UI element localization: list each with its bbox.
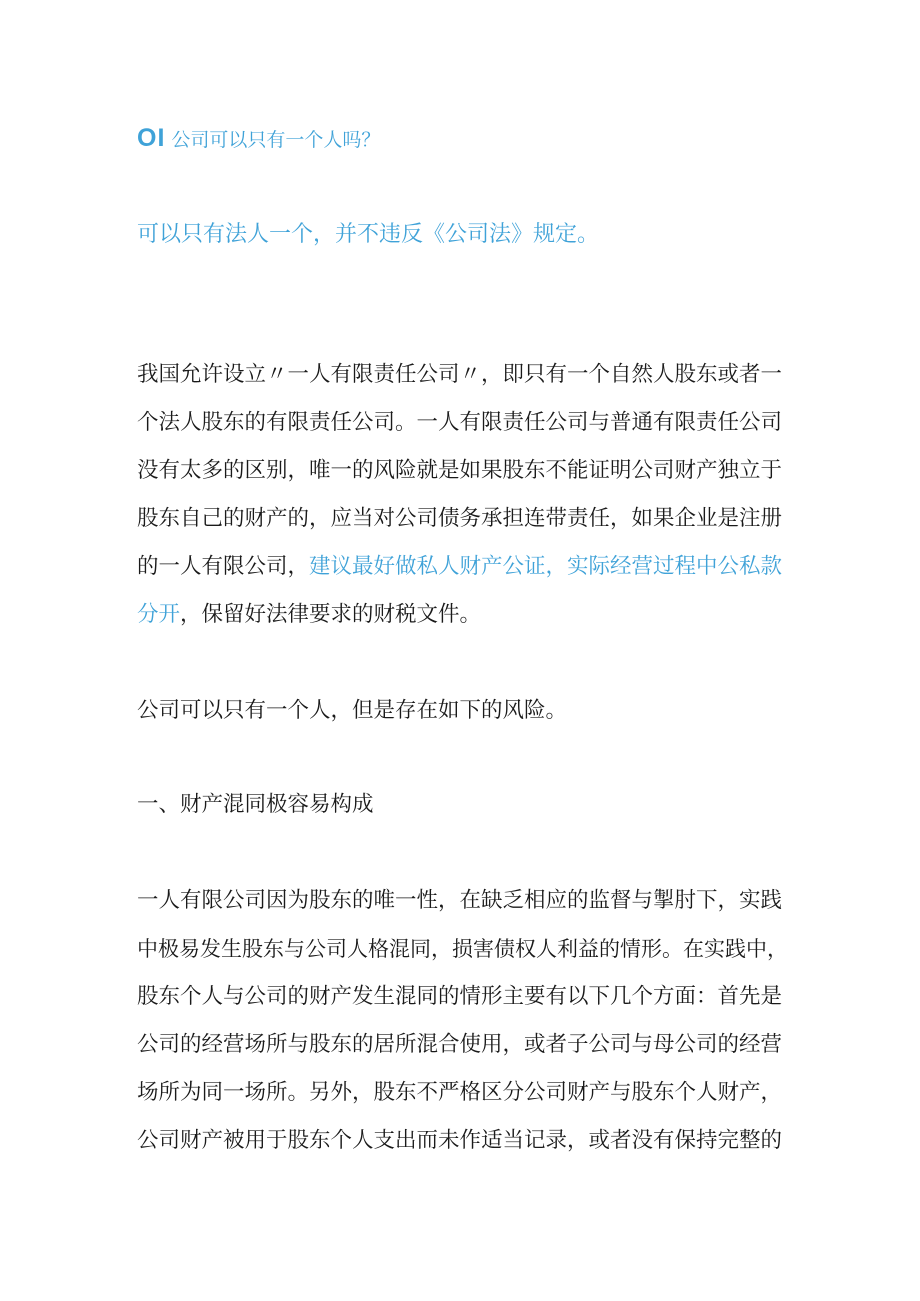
paragraph1-line-2: 个法人股东的有限责任公司。一人有限责任公司与普通有限责任公司 [137, 410, 783, 435]
paragraph1-line-6 [137, 598, 481, 632]
paragraph3-line-6: 公司财产被用于股东个人支出而未作适当记录，或者没有保持完整的 [137, 1128, 783, 1153]
paragraph1-line-5 [137, 550, 782, 584]
heading-number: OI [137, 124, 166, 152]
paragraph1-line-3: 没有太多的区别，唯一的风险就是如果股东不能证明公司财产独立于 [137, 458, 783, 483]
paragraph3-line-1: 一人有限公司因为股东的唯一性，在缺乏相应的监督与掣肘下，实践 [137, 888, 783, 913]
paragraph2: 公司可以只有一个人，但是存在如下的风险。 [137, 698, 568, 723]
paragraph3-line-4: 公司的经营场所与股东的居所混合使用，或者子公司与母公司的经营 [137, 1032, 783, 1057]
section-heading [137, 122, 380, 157]
paragraph3-line-5: 场所为同一场所。另外，股东不严格区分公司财产与股东个人财产， [137, 1080, 783, 1105]
paragraph3-line-2: 中极易发生股东与公司人格混同，损害债权人利益的情形。在实践中， [137, 937, 788, 961]
paragraph1-line-5-text: 的一人有限公司， [137, 554, 310, 579]
answer-statement: 可以只有法人一个，并不违反《公司法》规定。 [137, 222, 600, 247]
paragraph1-highlight-1: 建议最好做私人财产公证，实际经营过程中公私款 [309, 554, 783, 579]
paragraph3-line-3: 股东个人与公司的财产发生混同的情形主要有以下几个方面：首先是 [137, 984, 783, 1009]
paragraph1-line-4: 股东自己的财产的，应当对公司债务承担连带责任，如果企业是注册 [137, 506, 783, 531]
heading-title: 公司可以只有一个人吗？ [171, 129, 381, 151]
paragraph1-highlight-2: 分开 [137, 602, 181, 627]
paragraph1-line-6-text: ，保留好法律要求的财税文件。 [180, 602, 482, 627]
paragraph1-line-1: 我国允许设立〃一人有限责任公司〃，即只有一个自然人股东或者一 [137, 362, 783, 387]
section1-title: 一、财产混同极容易构成 [137, 792, 374, 817]
